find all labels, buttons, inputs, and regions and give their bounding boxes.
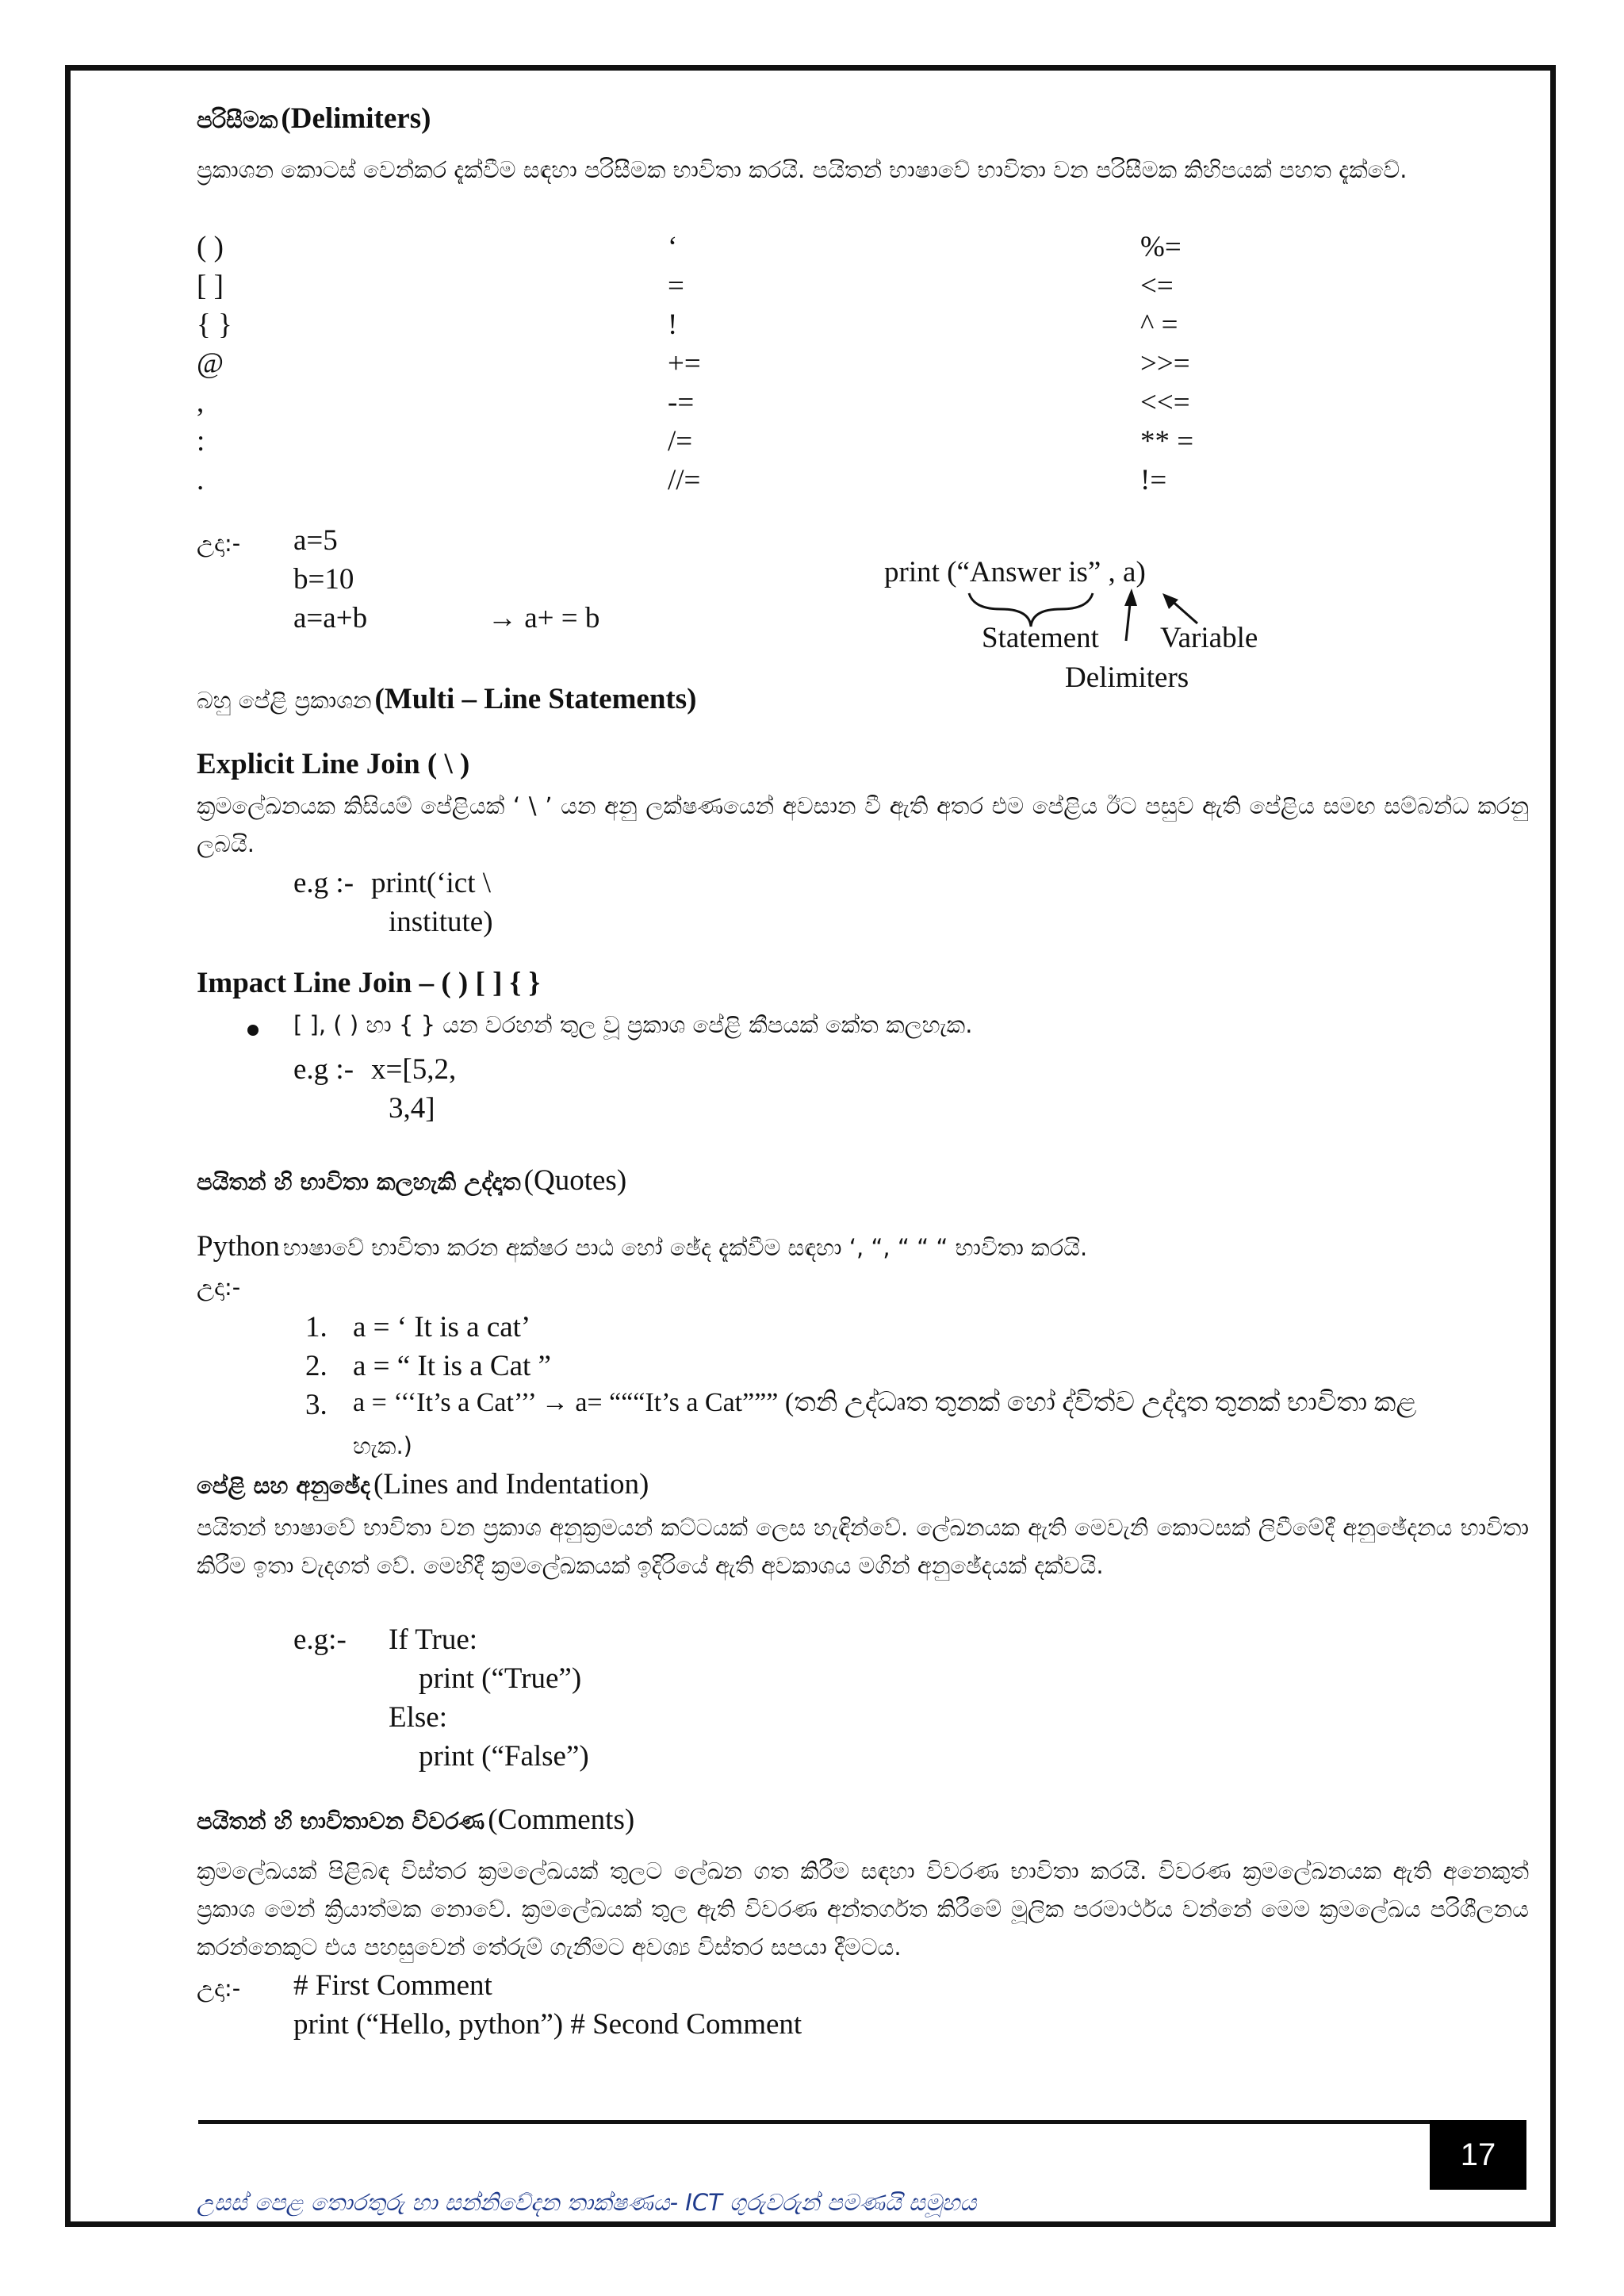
impact-heading: Impact Line Join – ( ) [ ] { } — [197, 967, 541, 999]
delimiter-col1-4: @ — [197, 347, 224, 380]
quotes-intro: Python භාෂාවේ භාවිතා කරන අක්ෂර පාඨ හෝ ඡේද දැක්වීම සඳහා ‘, “, “ “ “ භාවිතා කරයි. — [197, 1230, 1088, 1263]
multiline-heading-si: බහු පේළි ප්‍රකාශන — [197, 687, 372, 714]
delimiter-col2-6: /= — [668, 425, 693, 458]
footer-text: උසස් පෙළ තොරතුරු හා සන්නිවේදන තාක්ෂණය- ICT ගුරුවරුන් පමණයි සමූහය — [197, 2189, 977, 2216]
delimiter-col3-4: >>= — [1140, 347, 1190, 380]
quote-item-2: a = “ It is a Cat ” — [353, 1350, 551, 1382]
quote-number-2: 2. — [305, 1350, 327, 1382]
impact-eg-label: e.g :- — [293, 1053, 354, 1086]
delimiter-arrowhead — [1124, 588, 1137, 606]
delimiter-col2-1: ‘ — [668, 231, 678, 263]
explicit-text: ක්‍රමලේඛනයක කිසියම් පේළියක් ‘ \ ’ යන අනු ලක්ෂණයෙන් අවසාන වී ඇති අතර එම පේළිය ඊට පසුව ඇති පේළිය සමඟ සම්බන්ධ කරනු ලබයි. — [197, 792, 1529, 857]
delimiter-col1-5: , — [197, 386, 205, 419]
example-arrow-text: → a+ = b — [488, 602, 600, 634]
explicit-eg-label: e.g :- — [293, 867, 354, 899]
quote-number-1: 1. — [305, 1311, 327, 1343]
explicit-eg-line1: print(‘ict \ — [371, 867, 492, 899]
delimiter-col3-2: <= — [1140, 270, 1174, 302]
diagram-delimiters-label: Delimiters — [1065, 661, 1189, 694]
delimiter-col2-2: = — [668, 270, 684, 302]
delimiter-col2-7: //= — [668, 464, 701, 496]
indent-code-4: print (“False”) — [419, 1740, 589, 1773]
example-line-1: a=5 — [293, 524, 338, 557]
quotes-example-label: උදා:- — [197, 1274, 241, 1301]
delimiter-col1-7: . — [197, 464, 205, 496]
delimiter-col3-5: <<= — [1140, 386, 1190, 419]
explicit-heading: Explicit Line Join ( \ ) — [197, 748, 470, 780]
page-number: 17 — [1430, 2120, 1526, 2190]
indent-code-3: Else: — [389, 1701, 447, 1734]
impact-eg-line1: x=[5,2, — [371, 1053, 457, 1086]
delimiter-col3-3: ^ = — [1140, 309, 1178, 341]
footer-rule — [198, 2120, 1431, 2124]
delimiter-col1-1: ( ) — [197, 231, 224, 263]
diagram-variable-label: Variable — [1160, 622, 1258, 654]
bullet-icon — [247, 1025, 259, 1036]
multiline-heading — [197, 682, 696, 716]
delimiter-col3-1: %= — [1140, 231, 1182, 263]
variable-arrowhead — [1162, 593, 1178, 609]
delimiters-example-label: උදා:- — [197, 530, 241, 557]
comment-code-1: # First Comment — [293, 1969, 492, 2002]
comment-code-2: print (“Hello, python”) # Second Comment — [293, 2008, 802, 2041]
indentation-heading: පේළි සහ අනුඡේද (Lines and Indentation) — [197, 1468, 649, 1501]
diagram-code: print (“Answer is” , a) — [884, 556, 1146, 588]
comments-text: ක්‍රමලේඛයක් පිළිබඳ විස්තර ක්‍රමලේඛයක් තුලට ලේඛන ගත කිරීම සඳහා විවරණ භාවිතා කරයි. විවරණ ක්‍රමලේඛනයක ඇති අනෙකුත් ප්‍රකාශ මෙන් ක්‍රියාත්මක නොවේ. ක්‍රමලේඛයක් තුල ඇති විවරණ අන්තර්ගත කිරීමේ මූලික පරමාර්ථය වන්නේ මෙම ක්‍රමලේඛය පරිශීලනය කරන්නෙකුට එය පහසුවෙන් තේරුම් ගැනීමට අවශ්‍ය විස්තර සපයා දීමටය. — [197, 1857, 1529, 1961]
delimiter-col2-5: -= — [668, 386, 695, 419]
indentation-eg-label: e.g:- — [293, 1623, 347, 1656]
explicit-eg-line2: institute) — [389, 906, 493, 938]
delimiter-col1-3: { } — [197, 309, 232, 341]
delimiter-col3-6: ** = — [1140, 425, 1194, 458]
example-line-2: b=10 — [293, 563, 354, 596]
delimiter-col2-3: ! — [668, 309, 678, 341]
delimiter-col3-7: != — [1140, 464, 1167, 496]
impact-eg-line2: 3,4] — [389, 1092, 435, 1125]
indent-code-1: If True: — [389, 1623, 478, 1656]
delimiters-heading-en: (Delimiters) — [281, 102, 431, 135]
diagram-statement-label: Statement — [982, 622, 1099, 654]
quote-item-3: a = ‘‘‘It’s a Cat’’’ → a= “““It’s a Cat””” (තනි උද්ධෘත තුනක් හෝ ද්විත්ව උද්දෘත තුනක් භාවිතා කළ — [353, 1388, 1417, 1417]
quote-number-3: 3. — [305, 1389, 327, 1421]
quote-item-3-cont: හැක.) — [353, 1432, 412, 1459]
comments-heading: පයිතන් හි භාවිතාවන විවරණ (Comments) — [197, 1803, 635, 1836]
example-line-3: a=a+b — [293, 602, 368, 634]
delimiter-col2-4: += — [668, 347, 701, 380]
delimiters-heading-si: පරිසීමක — [197, 106, 278, 133]
indentation-text: පයිතන් භාෂාවේ භාවිතා වන ප්‍රකාශ අනුක්‍රමයන් කට්ටයක් ලෙස හැඳින්වේ. ලේඛනයක ඇති මෙවැනි කොටසක් ලිවීමේදී අනුඡේදනය භාවිතා කිරීම ඉතා වැදගත් වේ. මෙහිදී ක්‍රමලේඛකයක් ඉදිරියේ ඇති අවකාශය මගින් අනුඡේදයක් දක්වයි. — [197, 1514, 1529, 1579]
impact-bullet-text: [ ], ( ) හා { } යන වරහන් තුල වූ ප්‍රකාශ පේළි කීපයක් කේත කලහැක. — [293, 1011, 973, 1038]
delimiter-col1-6: : — [197, 425, 205, 458]
quote-item-1: a = ‘ It is a cat’ — [353, 1311, 531, 1343]
delimiter-col1-2: [ ] — [197, 270, 224, 302]
comments-example-label: උදා:- — [197, 1975, 241, 2002]
quotes-heading: පයිතන් හි භාවිතා කලහැකි උද්දෘත (Quotes) — [197, 1164, 627, 1197]
multiline-heading-en: (Multi – Line Statements) — [374, 683, 697, 715]
delimiters-intro: ප්‍රකාශන කොටස් වෙන්කර දැක්වීම සඳහා පරිසීමක භාවිතා කරයි. පයිතන් භාෂාවේ භාවිතා වන පරිසීමක කිහිපයක් පහත දැක්වේ. — [197, 156, 1408, 183]
indent-code-2: print (“True”) — [419, 1662, 582, 1695]
